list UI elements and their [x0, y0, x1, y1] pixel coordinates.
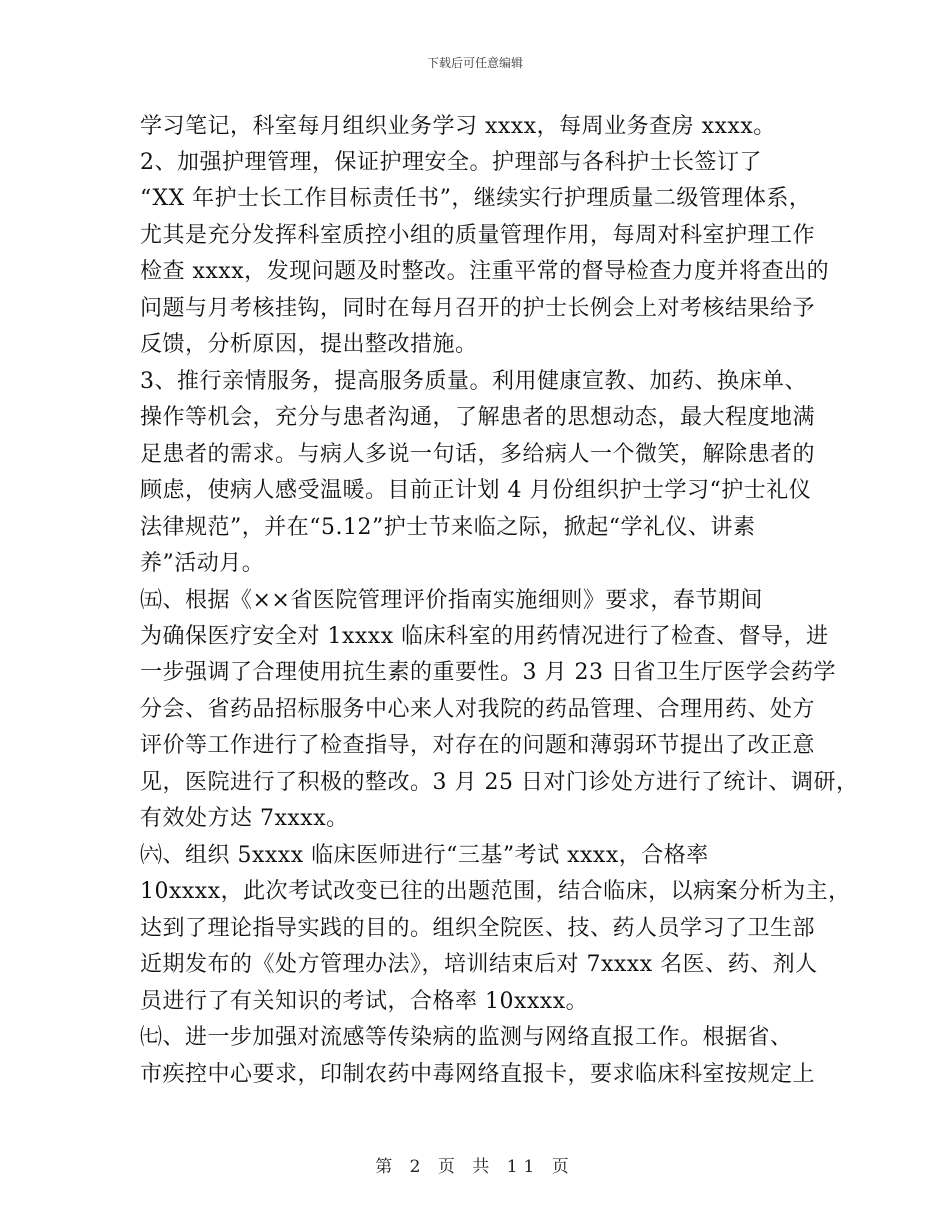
- text-line: 反馈，分析原因，提出整改措施。: [140, 332, 478, 357]
- text-line: “XX 年护士长工作目标责任书”，继续实行护理质量二级管理体系，: [140, 186, 812, 211]
- text-line: 有效处方达 7xxxx。: [140, 806, 349, 831]
- text-line: ㈦、进一步加强对流感等传染病的监测与网络直报工作。根据省、: [140, 1025, 793, 1050]
- text-line: 达到了理论指导实践的目的。组织全院医、技、药人员学习了卫生部: [140, 916, 816, 941]
- text-line: 法律规范”，并在“5.12”护士节来临之际，掀起“学礼仪、讲素: [140, 515, 756, 540]
- text-line: ㈤、根据《××省医院管理评价指南实施细则》要求，春节期间: [140, 588, 763, 613]
- page-number-footer: 第 2 页 共 11 页: [375, 1157, 575, 1177]
- text-line: 市疾控中心要求，印制农药中毒网络直报卡，要求临床科室按规定上: [140, 1062, 816, 1087]
- text-line: 为确保医疗安全对 1xxxx 临床科室的用药情况进行了检查、督导，进: [140, 624, 829, 649]
- text-line: 足患者的需求。与病人多说一句话，多给病人一个微笑，解除患者的: [140, 442, 816, 467]
- text-line: ㈥、组织 5xxxx 临床医师进行“三基”考试 xxxx，合格率: [140, 843, 709, 868]
- text-line: 2、加强护理管理，保证护理安全。护理部与各科护士长签订了: [140, 150, 762, 175]
- text-line: 顾虑，使病人感受温暖。目前正计划 4 月份组织护士学习“护士礼仪: [140, 478, 812, 503]
- text-line: 一步强调了合理使用抗生素的重要性。3 月 23 日省卫生厅医学会药学: [140, 660, 836, 685]
- text-line: 近期发布的《处方管理办法》，培训结束后对 7xxxx 名医、药、剂人: [140, 952, 818, 977]
- text-line: 3、推行亲情服务，提高服务质量。利用健康宣教、加药、换床单、: [140, 369, 807, 394]
- text-line: 分会、省药品招标服务中心来人对我院的药品管理、合理用药、处方: [140, 697, 816, 722]
- text-line: 10xxxx，此次考试改变已往的出题范围，结合临床，以病案分析为主，: [140, 879, 851, 904]
- text-line: 检查 xxxx，发现问题及时整改。注重平常的督导检查力度并将查出的: [140, 259, 830, 284]
- text-line: 学习笔记，科室每月组织业务学习 xxxx，每周业务查房 xxxx。: [140, 114, 776, 139]
- page-header-note: 下载后可任意编辑: [426, 56, 523, 70]
- text-line: 操作等机会，充分与患者沟通，了解患者的思想动态，最大程度地满: [140, 405, 816, 430]
- text-line: 尤其是充分发挥科室质控小组的质量管理作用，每周对科室护理工作: [140, 223, 816, 248]
- text-line: 养”活动月。: [140, 551, 265, 576]
- text-line: 评价等工作进行了检查指导，对存在的问题和薄弱环节提出了改正意: [140, 733, 816, 758]
- text-line: 见，医院进行了积极的整改。3 月 25 日对门诊处方进行了统计、调研，: [140, 770, 859, 795]
- text-line: 员进行了有关知识的考试，合格率 10xxxx。: [140, 989, 589, 1014]
- text-line: 问题与月考核挂钩，同时在每月召开的护士长例会上对考核结果给予: [140, 296, 816, 321]
